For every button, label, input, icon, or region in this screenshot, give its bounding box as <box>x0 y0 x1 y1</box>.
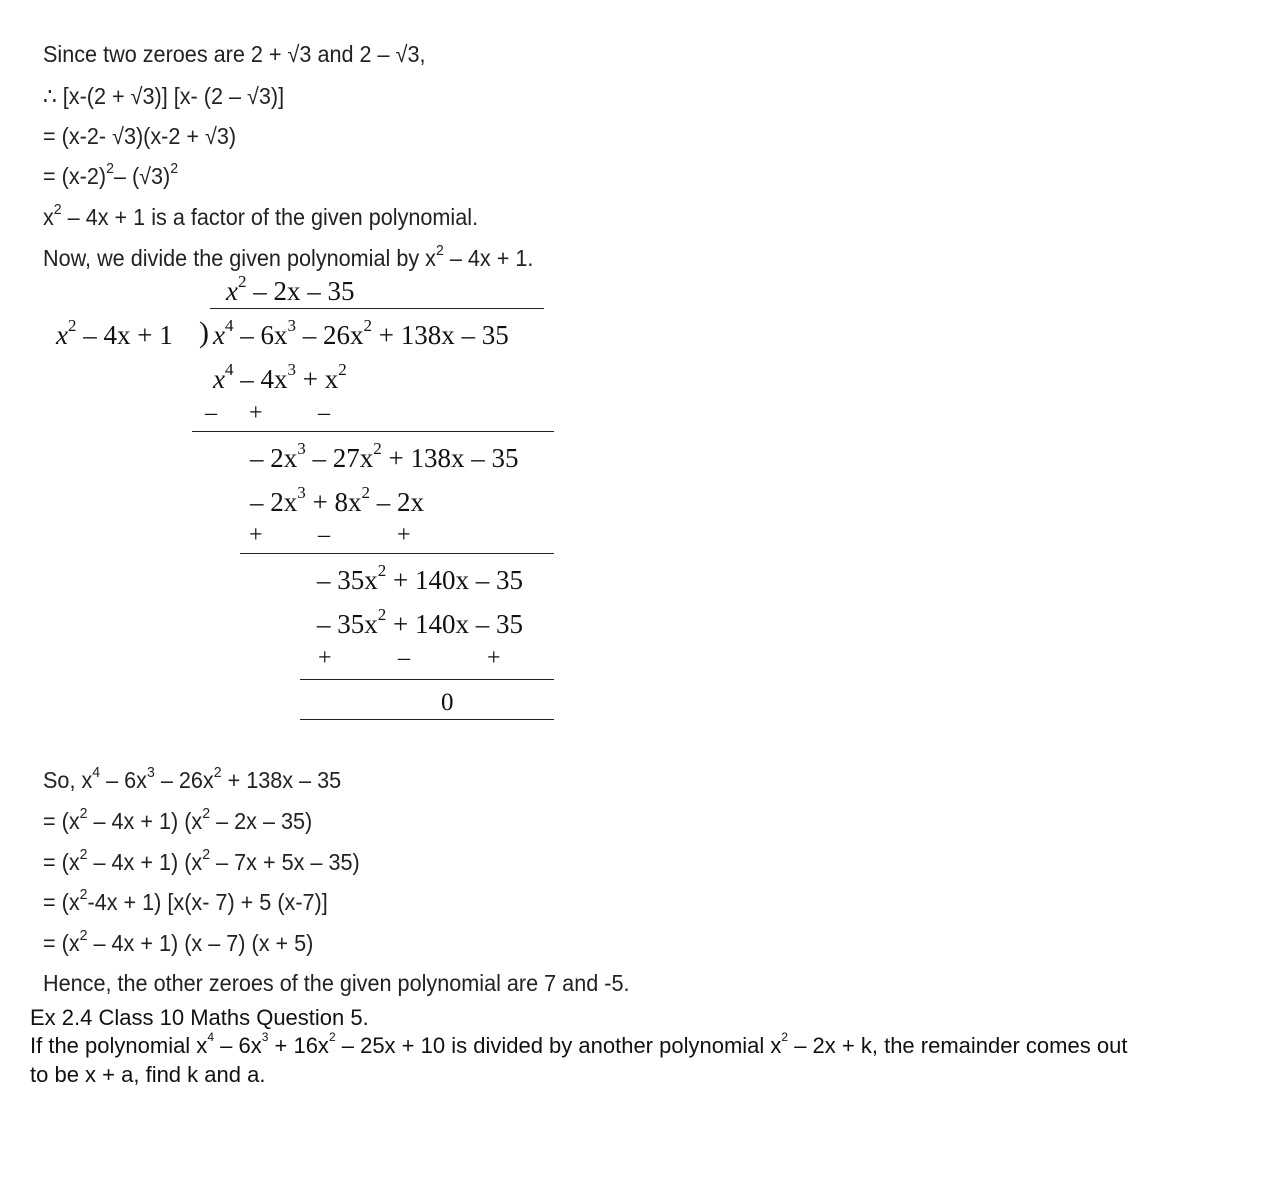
division-step1-rule <box>192 431 554 432</box>
division-step2-remainder: – $35x^2 + 140x - 35$ <box>317 561 523 595</box>
division-step3-sign: + <box>318 645 332 671</box>
division-step1-sign: + <box>249 400 263 426</box>
division-dividend: $x^4 - 6x^3 - 26x^2 + 138x - 35$ <box>213 316 509 350</box>
division-final-remainder: 0 <box>441 689 454 716</box>
result-line-group: = $(x^2-4x + 1)$ [x(x- 7) + 5 (x-7)] <box>43 886 328 915</box>
intro-line-factor-statement: $x^2 - 4x + 1$ is a factor of the given polynomial. <box>43 201 479 230</box>
division-step1-sign: – <box>205 400 217 426</box>
result-line-split: = $(x^2 - 4x + 1)$ $(x^2 - 7x + 5x - 35)$ <box>43 846 360 875</box>
division-step2-sign: – <box>318 522 330 548</box>
result-line-polynomial: So, $x^4 - 6x^3 - 26x^2 + 138x - 35$ <box>43 764 342 793</box>
intro-line-zeroes: Since two zeroes are 2 + √3 and 2 – √3, <box>43 41 426 67</box>
question-body: If the polynomial $x^4 - 6x^3 + 16x^2 - 25x + 10$ is divided by another polynomial $x^2 - 2x + k$, the remainder comes out <box>30 1029 1128 1058</box>
division-step2-sign: + <box>397 522 411 548</box>
intro-line-factors: ∴ [x-(2 + √3)] [x- (2 – √3)] <box>43 83 285 109</box>
division-step1-sign: – <box>318 400 330 426</box>
division-final-rule <box>300 719 554 720</box>
result-line-factored: = $(x^2 - 4x + 1)$ (x – 7) (x + 5) <box>43 927 314 956</box>
division-step2-subtrahend: – $2x^3 + 8x^2 - 2x$ <box>250 483 424 517</box>
division-step3-sign: + <box>487 645 501 671</box>
division-step3-subtrahend: – $35x^2 + 140x - 35$ <box>317 605 523 639</box>
division-step3-rule <box>300 679 554 680</box>
division-divisor: $x^2 - 4x + 1$ <box>56 316 173 350</box>
division-quotient-bar <box>210 308 544 309</box>
division-step2-sign: + <box>249 522 263 548</box>
division-step1-subtrahend: $x^4 - 4x^3 + x^2$ <box>213 360 347 394</box>
division-bracket: ) <box>199 316 209 349</box>
division-step2-rule <box>240 553 554 554</box>
result-line-product: = $(x^2 - 4x + 1)$ $(x^2 - 2x - 35)$ <box>43 805 313 834</box>
intro-line-squares: = $(x-2)^2-$ $(√3)^2$ <box>43 160 179 189</box>
question-body-continued: to be x + a, find k and a. <box>30 1062 266 1087</box>
division-step3-sign: – <box>398 645 410 671</box>
intro-line-divide-statement: Now, we divide the given polynomial by $x^2 - 4x + 1$. <box>43 242 534 271</box>
question-title: Ex 2.4 Class 10 Maths Question 5. <box>30 1005 369 1030</box>
result-line-conclusion: Hence, the other zeroes of the given polynomial are 7 and -5. <box>43 970 630 996</box>
intro-line-expand: = (x-2- √3)(x-2 + √3) <box>43 123 237 149</box>
division-quotient: $x^2 - 2x - 35$ <box>226 272 355 306</box>
division-step1-remainder: – $2x^3 - 27x^2 + 138x - 35$ <box>250 439 519 473</box>
